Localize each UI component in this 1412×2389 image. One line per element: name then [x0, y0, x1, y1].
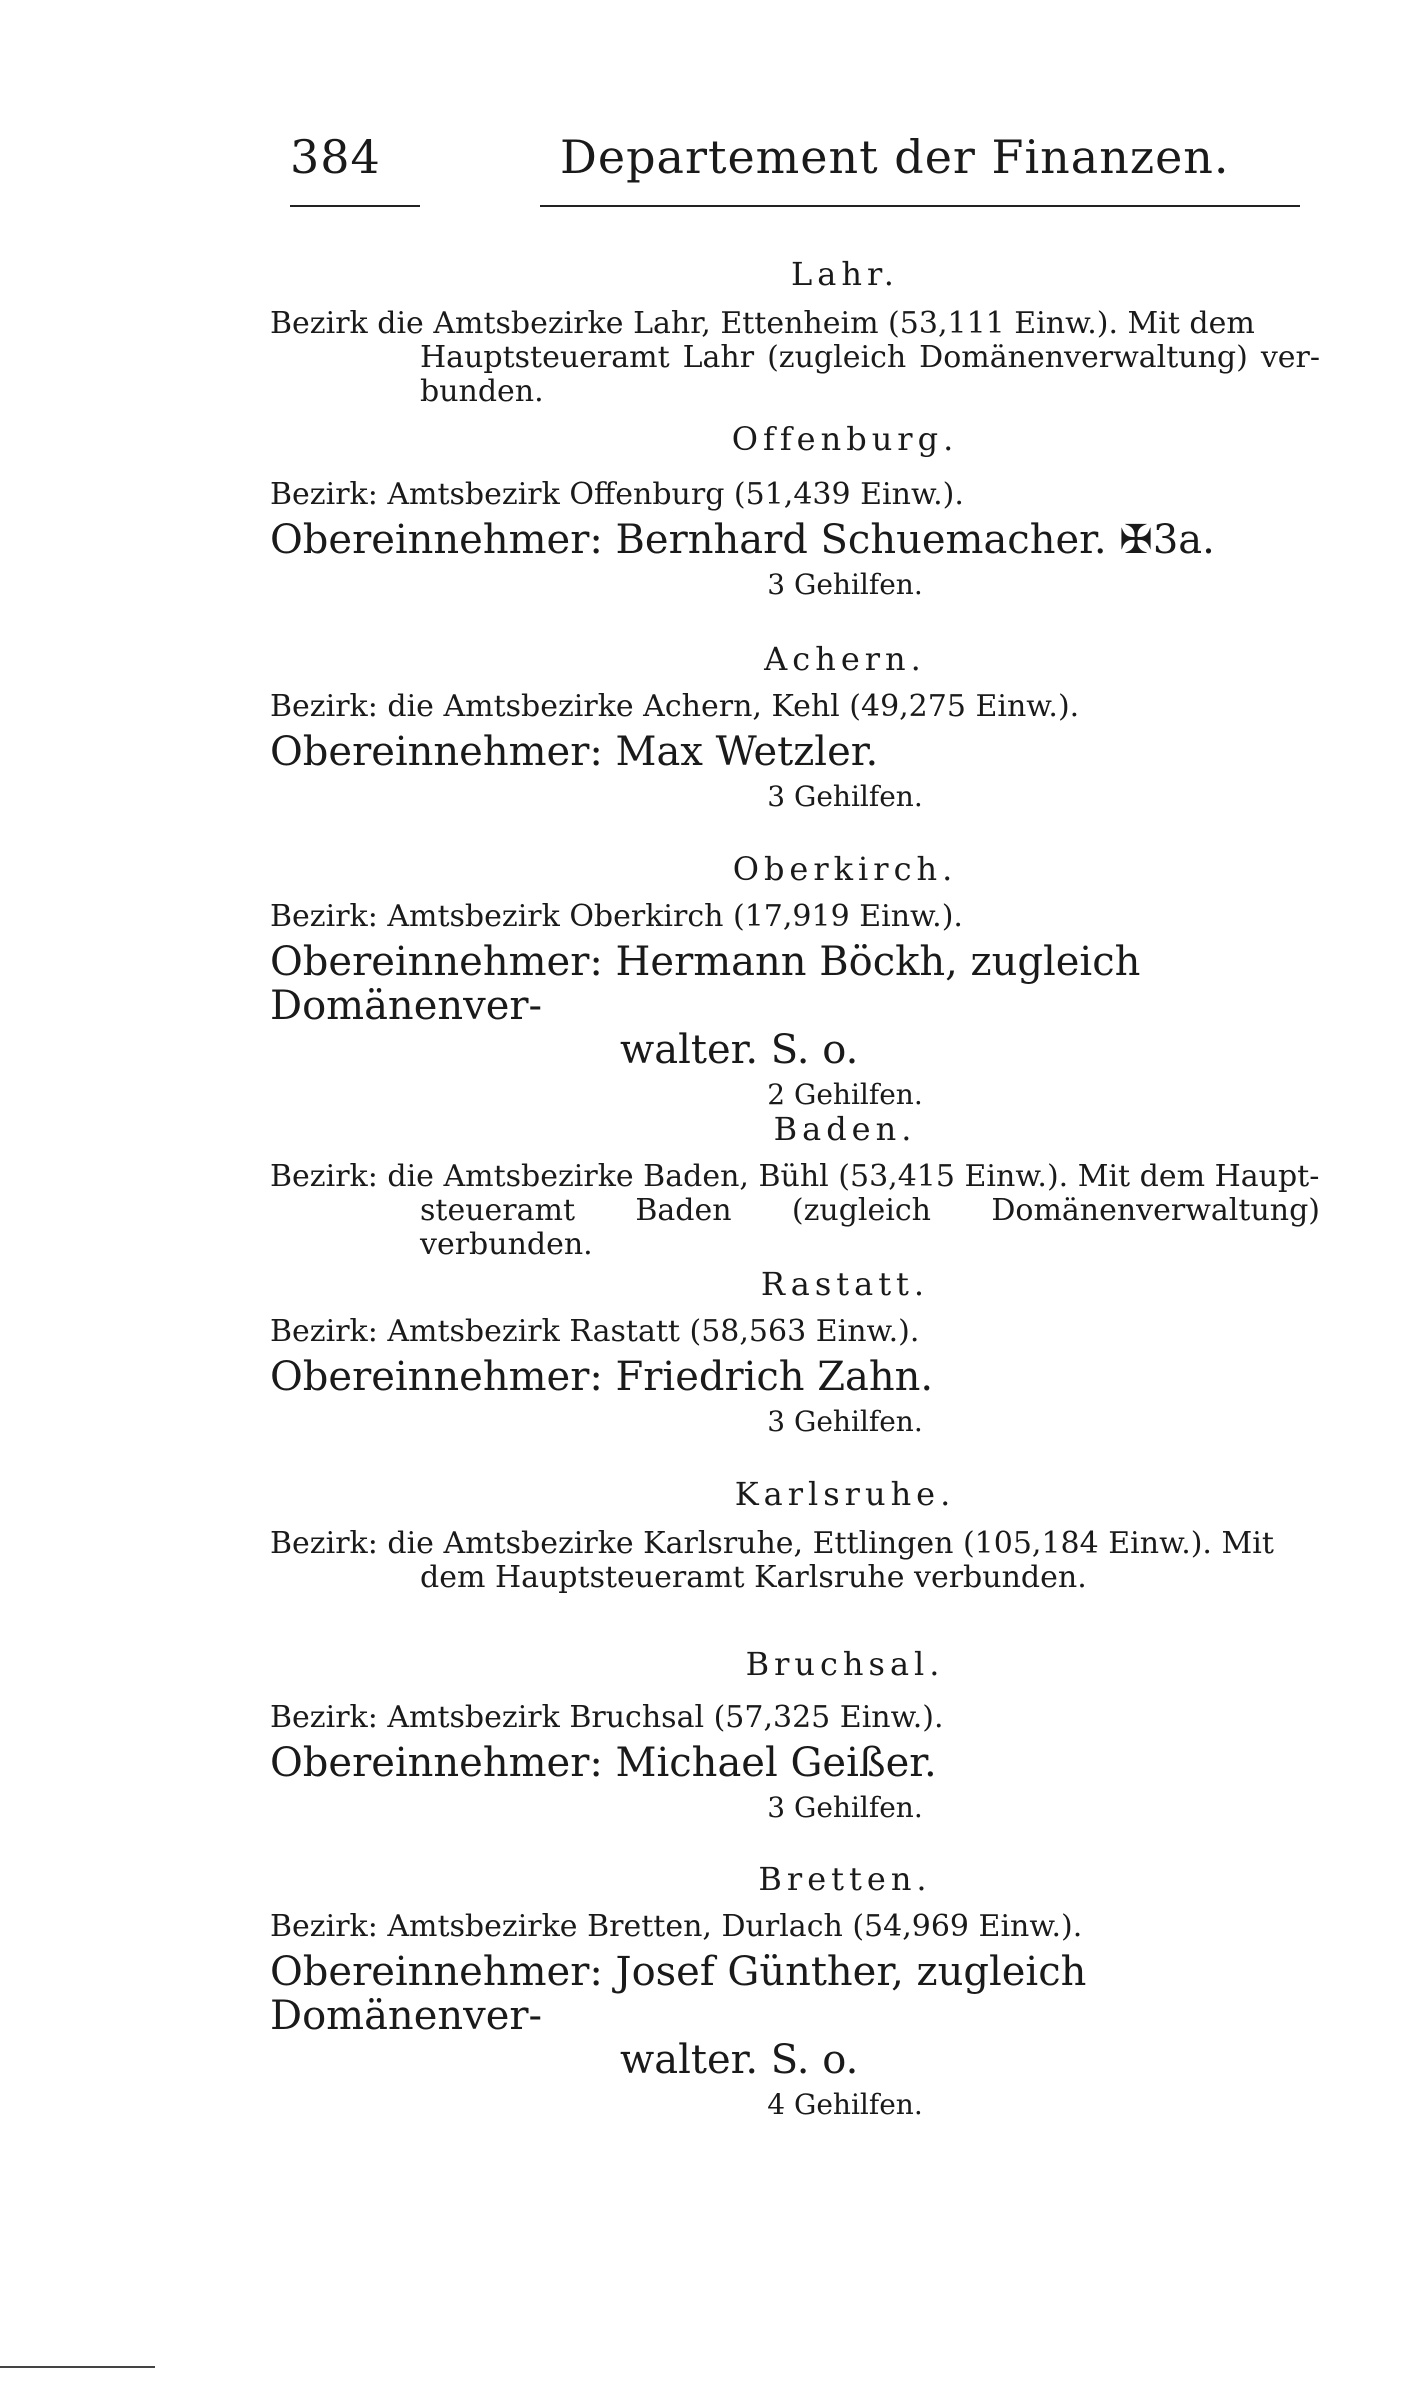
page-number: 384	[290, 130, 381, 184]
bezirk-text	[270, 1527, 1320, 1595]
bezirk-line: Bezirk: Amtsbezirk Bruchsal (57,325 Einw.).	[270, 1700, 944, 1735]
bezirk-line: Bezirk: Amtsbezirk Rastatt (58,563 Einw.).	[270, 1314, 920, 1349]
section-achern	[270, 640, 1320, 813]
section-heading: Lahr.	[791, 255, 899, 293]
section-baden	[270, 1110, 1320, 1262]
bezirk-line: Bezirk: Amtsbezirk Oberkirch (17,919 Einw.).	[270, 899, 963, 934]
official-line: Obereinnehmer: Josef Günther, zugleich Domänenver-	[270, 1949, 1087, 2039]
bezirk-line: Bezirk: die Amtsbezirke Baden, Bühl (53,415 Einw.). Mit dem Haupt-	[270, 1159, 1320, 1194]
official-line: Obereinnehmer: Friedrich Zahn.	[270, 1354, 934, 1400]
section-heading: Bretten.	[758, 1860, 932, 1898]
gehilfen-count: 3 Gehilfen.	[767, 568, 923, 601]
section-oberkirch	[270, 850, 1320, 1111]
section-lahr	[270, 255, 1320, 409]
section-heading: Achern.	[764, 640, 926, 678]
official-line: Obereinnehmer: Bernhard Schuemacher. ✠3a.	[270, 517, 1215, 563]
bezirk-continuation: dem Hauptsteueramt Karlsruhe verbunden.	[420, 1560, 1087, 1595]
official-continuation: walter. S. o.	[620, 2037, 859, 2083]
official-line: Obereinnehmer: Michael Geißer.	[270, 1740, 937, 1786]
gehilfen-count: 3 Gehilfen.	[767, 780, 923, 813]
section-heading: Oberkirch.	[732, 850, 958, 888]
section-bruchsal	[270, 1645, 1320, 1824]
official-line: Obereinnehmer: Hermann Böckh, zugleich Domänenver-	[270, 939, 1141, 1029]
official-text	[270, 940, 1320, 1072]
section-heading: Bruchsal.	[745, 1645, 945, 1683]
bezirk-continuation: Hauptsteueramt Lahr (zugleich Domänenverwaltung) ver-bunden.	[420, 340, 1320, 409]
bezirk-text	[270, 1160, 1320, 1262]
bezirk-text	[270, 307, 1320, 409]
bezirk-line: Bezirk: Amtsbezirke Bretten, Durlach (54,969 Einw.).	[270, 1909, 1083, 1944]
header-rule-left	[290, 205, 420, 207]
bezirk-line: Bezirk: die Amtsbezirke Karlsruhe, Ettlingen (105,184 Einw.). Mit	[270, 1526, 1274, 1561]
header-rule-right	[540, 205, 1300, 207]
section-rastatt	[270, 1265, 1320, 1438]
section-heading: Karlsruhe.	[734, 1475, 956, 1513]
bezirk-line: Bezirk: die Amtsbezirke Achern, Kehl (49,275 Einw.).	[270, 689, 1080, 724]
bezirk-line: Bezirk die Amtsbezirke Lahr, Ettenheim (53,111 Einw.). Mit dem	[270, 306, 1255, 341]
footer-rule	[0, 2366, 155, 2368]
gehilfen-count: 2 Gehilfen.	[767, 1078, 923, 1111]
section-bretten	[270, 1860, 1320, 2121]
official-continuation: walter. S. o.	[620, 1027, 859, 1073]
section-karlsruhe	[270, 1475, 1320, 1595]
official-line: Obereinnehmer: Max Wetzler.	[270, 729, 879, 775]
section-heading: Baden.	[773, 1110, 917, 1148]
section-heading: Rastatt.	[760, 1265, 930, 1303]
gehilfen-count: 3 Gehilfen.	[767, 1405, 923, 1438]
gehilfen-count: 4 Gehilfen.	[767, 2088, 923, 2121]
running-title: Departement der Finanzen.	[560, 130, 1230, 184]
official-text	[270, 1950, 1320, 2082]
section-heading: Offenburg.	[731, 420, 959, 458]
bezirk-continuation: steueramt Baden (zugleich Domänenverwaltung) verbunden.	[420, 1193, 1320, 1262]
gehilfen-count: 3 Gehilfen.	[767, 1791, 923, 1824]
section-offenburg	[270, 420, 1320, 601]
page-header	[280, 130, 1300, 200]
bezirk-line: Bezirk: Amtsbezirk Offenburg (51,439 Einw.).	[270, 477, 964, 512]
